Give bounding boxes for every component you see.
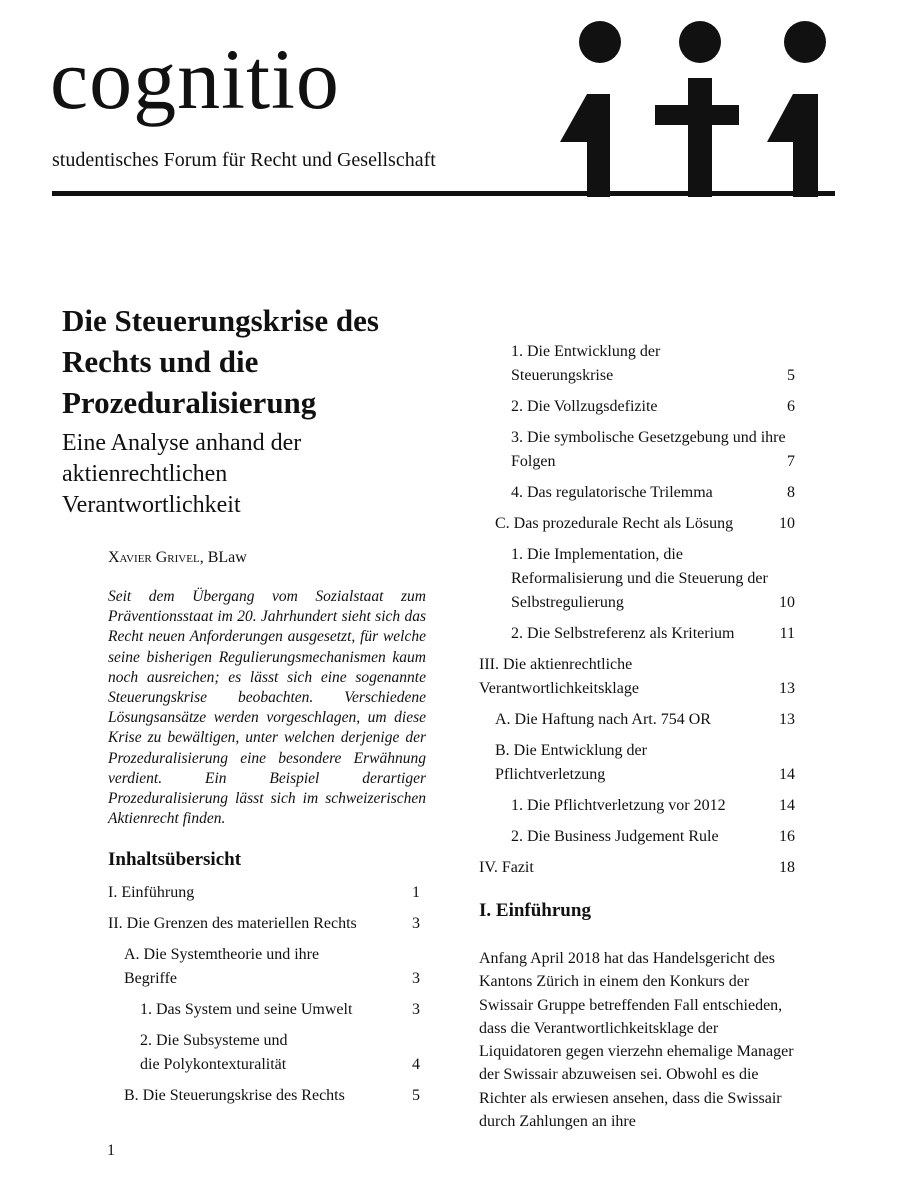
toc-entry[interactable] [479,708,795,732]
toc-entry-page: 18 [779,859,795,876]
author-name: Xavier Grivel [108,549,200,566]
toc-entry-title: B. Die Entwicklung der Pflichtverletzung [495,742,647,783]
toc-entry[interactable] [479,653,795,701]
toc-entry-title: 1. Die Pflichtverletzung vor 2012 [511,797,726,814]
toc-entry[interactable] [108,943,420,991]
toc-entry-page: 13 [779,680,795,697]
toc-entry[interactable] [108,912,420,936]
toc-entry-title: B. Die Steuerungskrise des Rechts [124,1087,345,1104]
toc-entry-page: 7 [787,453,795,470]
toc-right-column [479,340,795,880]
toc-entry-title: III. Die aktienrechtliche Verantwortlichkeitsklage [479,656,639,697]
toc-entry-page: 3 [412,1001,420,1018]
toc-entry-page: 14 [779,766,795,783]
toc-entry[interactable] [479,622,795,646]
toc-entry-title: C. Das prozedurale Recht als Lösung [495,515,734,532]
toc-entry-title: A. Die Haftung nach Art. 754 OR [495,711,711,728]
toc-entry-title: 2. Die Vollzugsdefizite [511,398,658,415]
journal-subtitle: studentisches Forum für Recht und Gesellschaft [52,149,436,171]
toc-entry-title: 1. Die Entwicklung der Steuerungskrise [511,343,661,384]
toc-entry[interactable] [479,512,795,536]
author-line [108,548,247,568]
article-title: Die Steuerungskrise des Rechts und die Prozeduralisierung [62,303,379,420]
toc-entry-title: 3. Die symbolische Gesetzgebung und ihre Folgen [511,429,786,470]
toc-entry-title: A. Die Systemtheorie und ihre Begriffe [124,946,320,987]
toc-entry[interactable] [108,881,420,905]
toc-entry-page: 16 [779,828,795,845]
toc-entry[interactable] [479,395,795,419]
journal-name: cognitio [50,31,340,127]
toc-entry-page: 5 [412,1087,420,1104]
toc-heading: Inhaltsübersicht [108,849,242,870]
toc-entry-title: IV. Fazit [479,859,534,876]
toc-entry-title: 4. Das regulatorische Trilemma [511,484,713,501]
toc-entry-page: 10 [779,594,795,611]
toc-entry[interactable] [108,998,420,1022]
toc-entry-page: 14 [779,797,795,814]
toc-entry-page: 8 [787,484,795,501]
toc-entry[interactable] [479,340,795,388]
toc-entry-page: 1 [412,884,420,901]
toc-entry-page: 11 [779,625,795,642]
toc-entry-page: 10 [779,515,795,532]
toc-entry[interactable] [479,543,795,615]
toc-entry-page: 3 [412,915,420,932]
toc-entry[interactable] [108,1084,420,1108]
toc-entry-page: 3 [412,970,420,987]
toc-entry[interactable] [479,856,795,880]
toc-entry[interactable] [479,739,795,787]
toc-entry[interactable] [108,1029,420,1077]
toc-left-column [108,881,420,1108]
author-degree: , BLaw [199,549,247,566]
abstract: Seit dem Übergang vom Sozialstaat zum Präventionsstaat im 20. Jahrhundert sieht sich das Recht neuen Anforderungen ausgesetzt, für welche seine bisherigen Regulierungsmechanismen kaum noch ausreichen; es lässt sich eine sogenannte Steuerungskrise beobachten. Verschiedene Lösungsansätze werden vorgeschlagen, um diese Krise zu bewältigen, unter welchen derjenige der Prozeduralisierung eine besondere Erwähnung verdient. Ein Beispiel derartiger Prozeduralisierung lässt sich im schweizerischen Aktienrecht finden. [108,588,426,828]
toc-entry-title: 1. Die Implementation, die Reformalisierung und die Steuerung der Selbstregulierung [511,546,768,611]
article-subtitle: Eine Analyse anhand der aktienrechtlichen Verantwortlichkeit [62,430,302,518]
toc-entry-page: 6 [787,398,795,415]
toc-entry-title: I. Einführung [108,884,195,901]
toc-entry-title: 1. Das System und seine Umwelt [140,1001,353,1018]
section-body: Anfang April 2018 hat das Handelsgericht des Kantons Zürich in einem den Konkurs der Swissair Gruppe betreffenden Fall entschieden, dass die Verantwortlichkeitsklage der Liquidatoren gegen vierzehn ehemalige Manager der Swissair abzuweisen sei. Obwohl es die Richter als erwiesen ansehen, dass die Swissair durch Zahlungen an ihre [479,950,794,1131]
toc-entry-title: 2. Die Subsysteme und die Polykontexturalität [140,1032,288,1073]
toc-entry-title: 2. Die Business Judgement Rule [511,828,719,845]
page-number: 1 [107,1142,115,1159]
toc-entry-page: 13 [779,711,795,728]
toc-entry-title: II. Die Grenzen des materiellen Rechts [108,915,357,932]
toc-entry[interactable] [479,794,795,818]
section-heading: I. Einführung [479,900,591,921]
toc-entry[interactable] [479,426,795,474]
cognitio-logo-icon [552,12,852,197]
toc-entry-title: 2. Die Selbstreferenz als Kriterium [511,625,735,642]
toc-entry[interactable] [479,481,795,505]
toc-entry-page: 5 [787,367,795,384]
toc-entry-page: 4 [412,1056,420,1073]
toc-entry[interactable] [479,825,795,849]
